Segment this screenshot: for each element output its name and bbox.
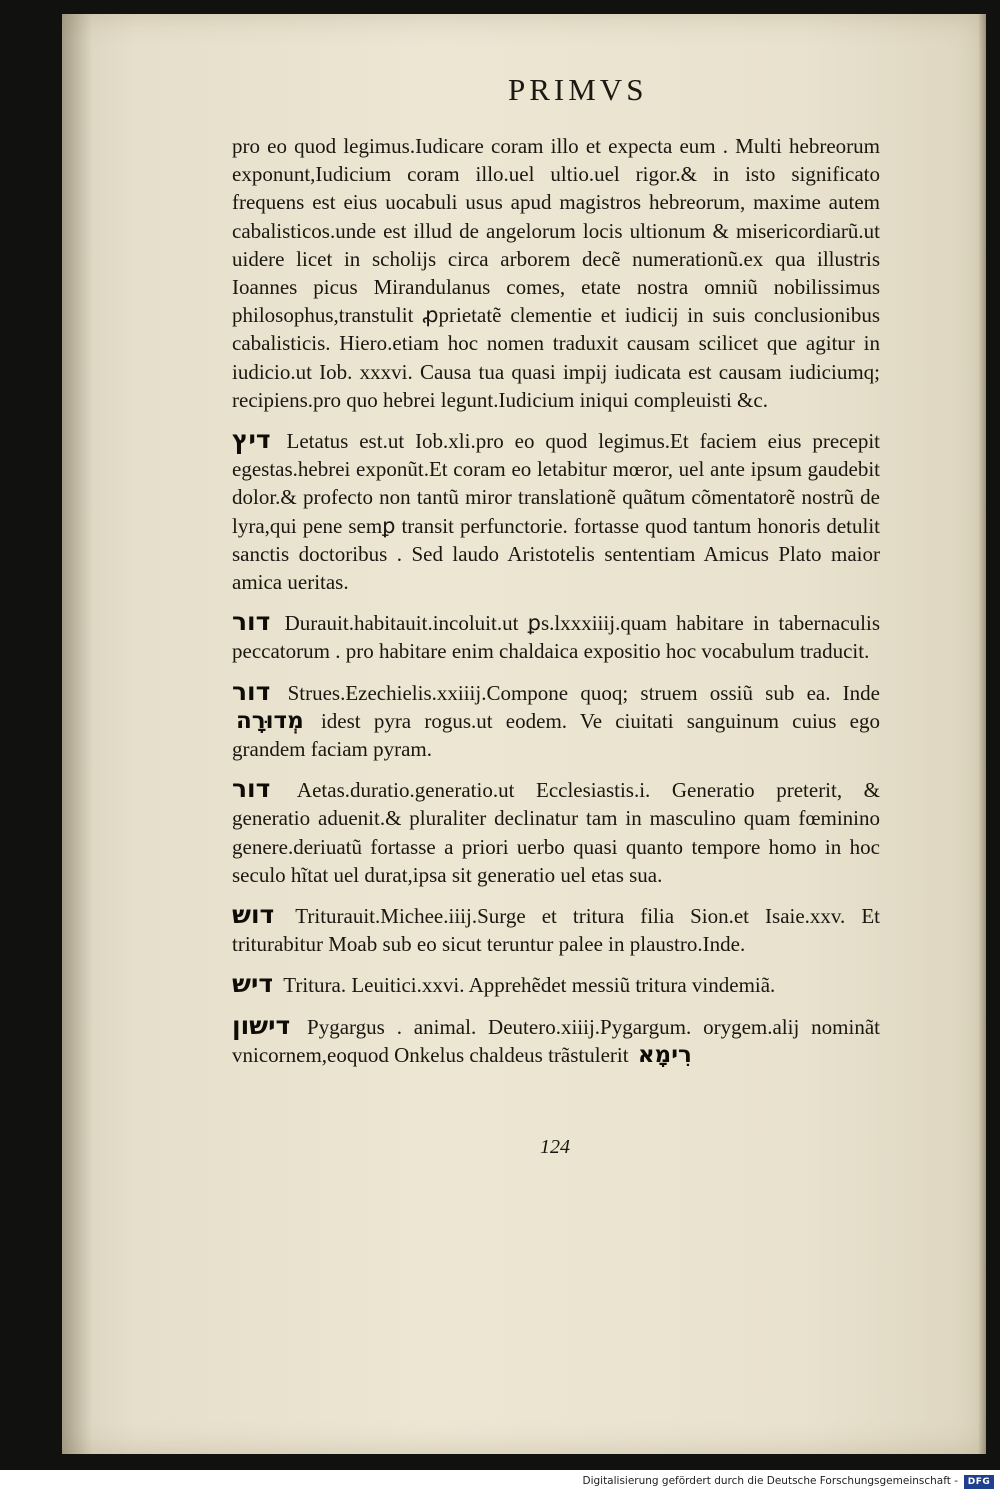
footer-credit-text: Digitalisierung gefördert durch die Deutsche Forschungsgemeinschaft - — [582, 1475, 958, 1487]
entry-text-before: Pygargus . animal. Deutero.xiiij.Pygargum. orygem.alij nominãt vnicornem,eoquod Onkelus chaldeus trãstulerit — [232, 1014, 880, 1067]
entry-text: Aetas.duratio.generatio.ut Ecclesiastis.i. Generatio preterit, & generatio aduenit.& pluraliter declinatur tam in masculino quam fœminino genere.deriuatũ fortasse a priori uerbo quasi quanto tempore homo in hoc seculo hĩtat uel durat,ipsa sit generatio uel etas sua. — [232, 778, 881, 887]
intro-paragraph: pro eo quod legimus.Iudicare coram illo et expecta eum . Multi hebreorum exponunt,Iudicium coram illo.uel ultio.uel rigor.& in isto significato frequens est eius uocabuli usus apud magistros hebreorum, maxime autem cabalisticos.unde est illud de angelorum locis ultionum & misericordiarũ.ut uidere licet in scholijs circa arborem decẽ numerationũ.ex qua illustris Ioannes picus Mirandulanus comes, etate nostra omniũ nobilissimus philosophus,transtulit ꝓprietatẽ clementie et iudicij in suis conclusionibus cabalisticis. Hiero.etiam hoc nomen traduxit causam scilicet que agitur in iudicio.ut Iob. xxxvi. Causa tua quasi impij iudicata est causam iudiciumq; recipiens.pro quo hebrei legunt.Iudicium iniqui compleuisti &c. — [232, 134, 880, 412]
entry-text: Triturauit.Michee.iiij.Surge et tritura filia Sion.et Isaie.xxv. Et triturabitur Moab sub eo sicut teruntur palee in plaustro.Inde. — [232, 904, 880, 957]
inline-headword: רִימָא — [637, 1041, 692, 1068]
entry-dush — [232, 901, 880, 958]
entry-text-after: idest pyra rogus.ut eodem. Ve ciuitati sanguinum cuius ego grandem faciam pyram. — [232, 708, 881, 762]
dfg-logo-icon[interactable]: DFG — [964, 1475, 994, 1489]
entry-headword: דור — [232, 607, 271, 637]
text-block — [232, 132, 880, 1075]
entry-text-before: Strues.Ezechielis.xxiiij.Compone quoq; struem ossiũ sub ea. Inde — [287, 680, 881, 705]
entry-text: Tritura. Leuitici.xxvi. Apprehẽdet messiũ tritura vindemiã. — [283, 973, 776, 998]
entry-dur-strues — [232, 678, 880, 764]
running-head: PRIMVS — [508, 72, 648, 107]
page-edge-shadow — [978, 14, 986, 1454]
entry-headword: דור — [232, 774, 271, 804]
entry-dits — [232, 426, 880, 596]
entry-headword: דישון — [232, 1010, 291, 1040]
entry-dor-aetas — [232, 775, 880, 889]
entry-text: Letatus est.ut Iob.xli.pro eo quod legimus.Et faciem eius precepit egestas.hebrei exponũt.Et coram eo letabitur mœror, uel ante ipsum gaudebit dolor.& profecto non tantũ miror translationẽ quãtum cõmentatorẽ nostrũ de lyra,qui pene semꝑ transit perfunctorie. fortasse quod tantum honoris detulit sanctis doctoribus . Sed laudo Aristotelis sententiam Amicus Plato maior amica ueritas. — [232, 429, 881, 595]
entry-dur-durauit — [232, 608, 880, 665]
footer-bar — [0, 1470, 1000, 1496]
entry-headword: דיש — [232, 969, 274, 999]
inline-headword: מְדוּרָה — [236, 707, 304, 734]
entry-dish — [232, 970, 880, 999]
page-number: 124 — [540, 1136, 570, 1158]
entry-headword: דוש — [232, 900, 275, 930]
entry-dishon — [232, 1012, 880, 1069]
entry-headword: דיץ — [232, 425, 271, 455]
entry-headword: דור — [232, 676, 271, 706]
entry-text: Durauit.habitauit.incoluit.ut ꝑs.lxxxiiij.quam habitare in tabernaculis peccatorum . pro habitare enim chaldaica expositio hoc vocabulum traducit. — [232, 611, 880, 664]
